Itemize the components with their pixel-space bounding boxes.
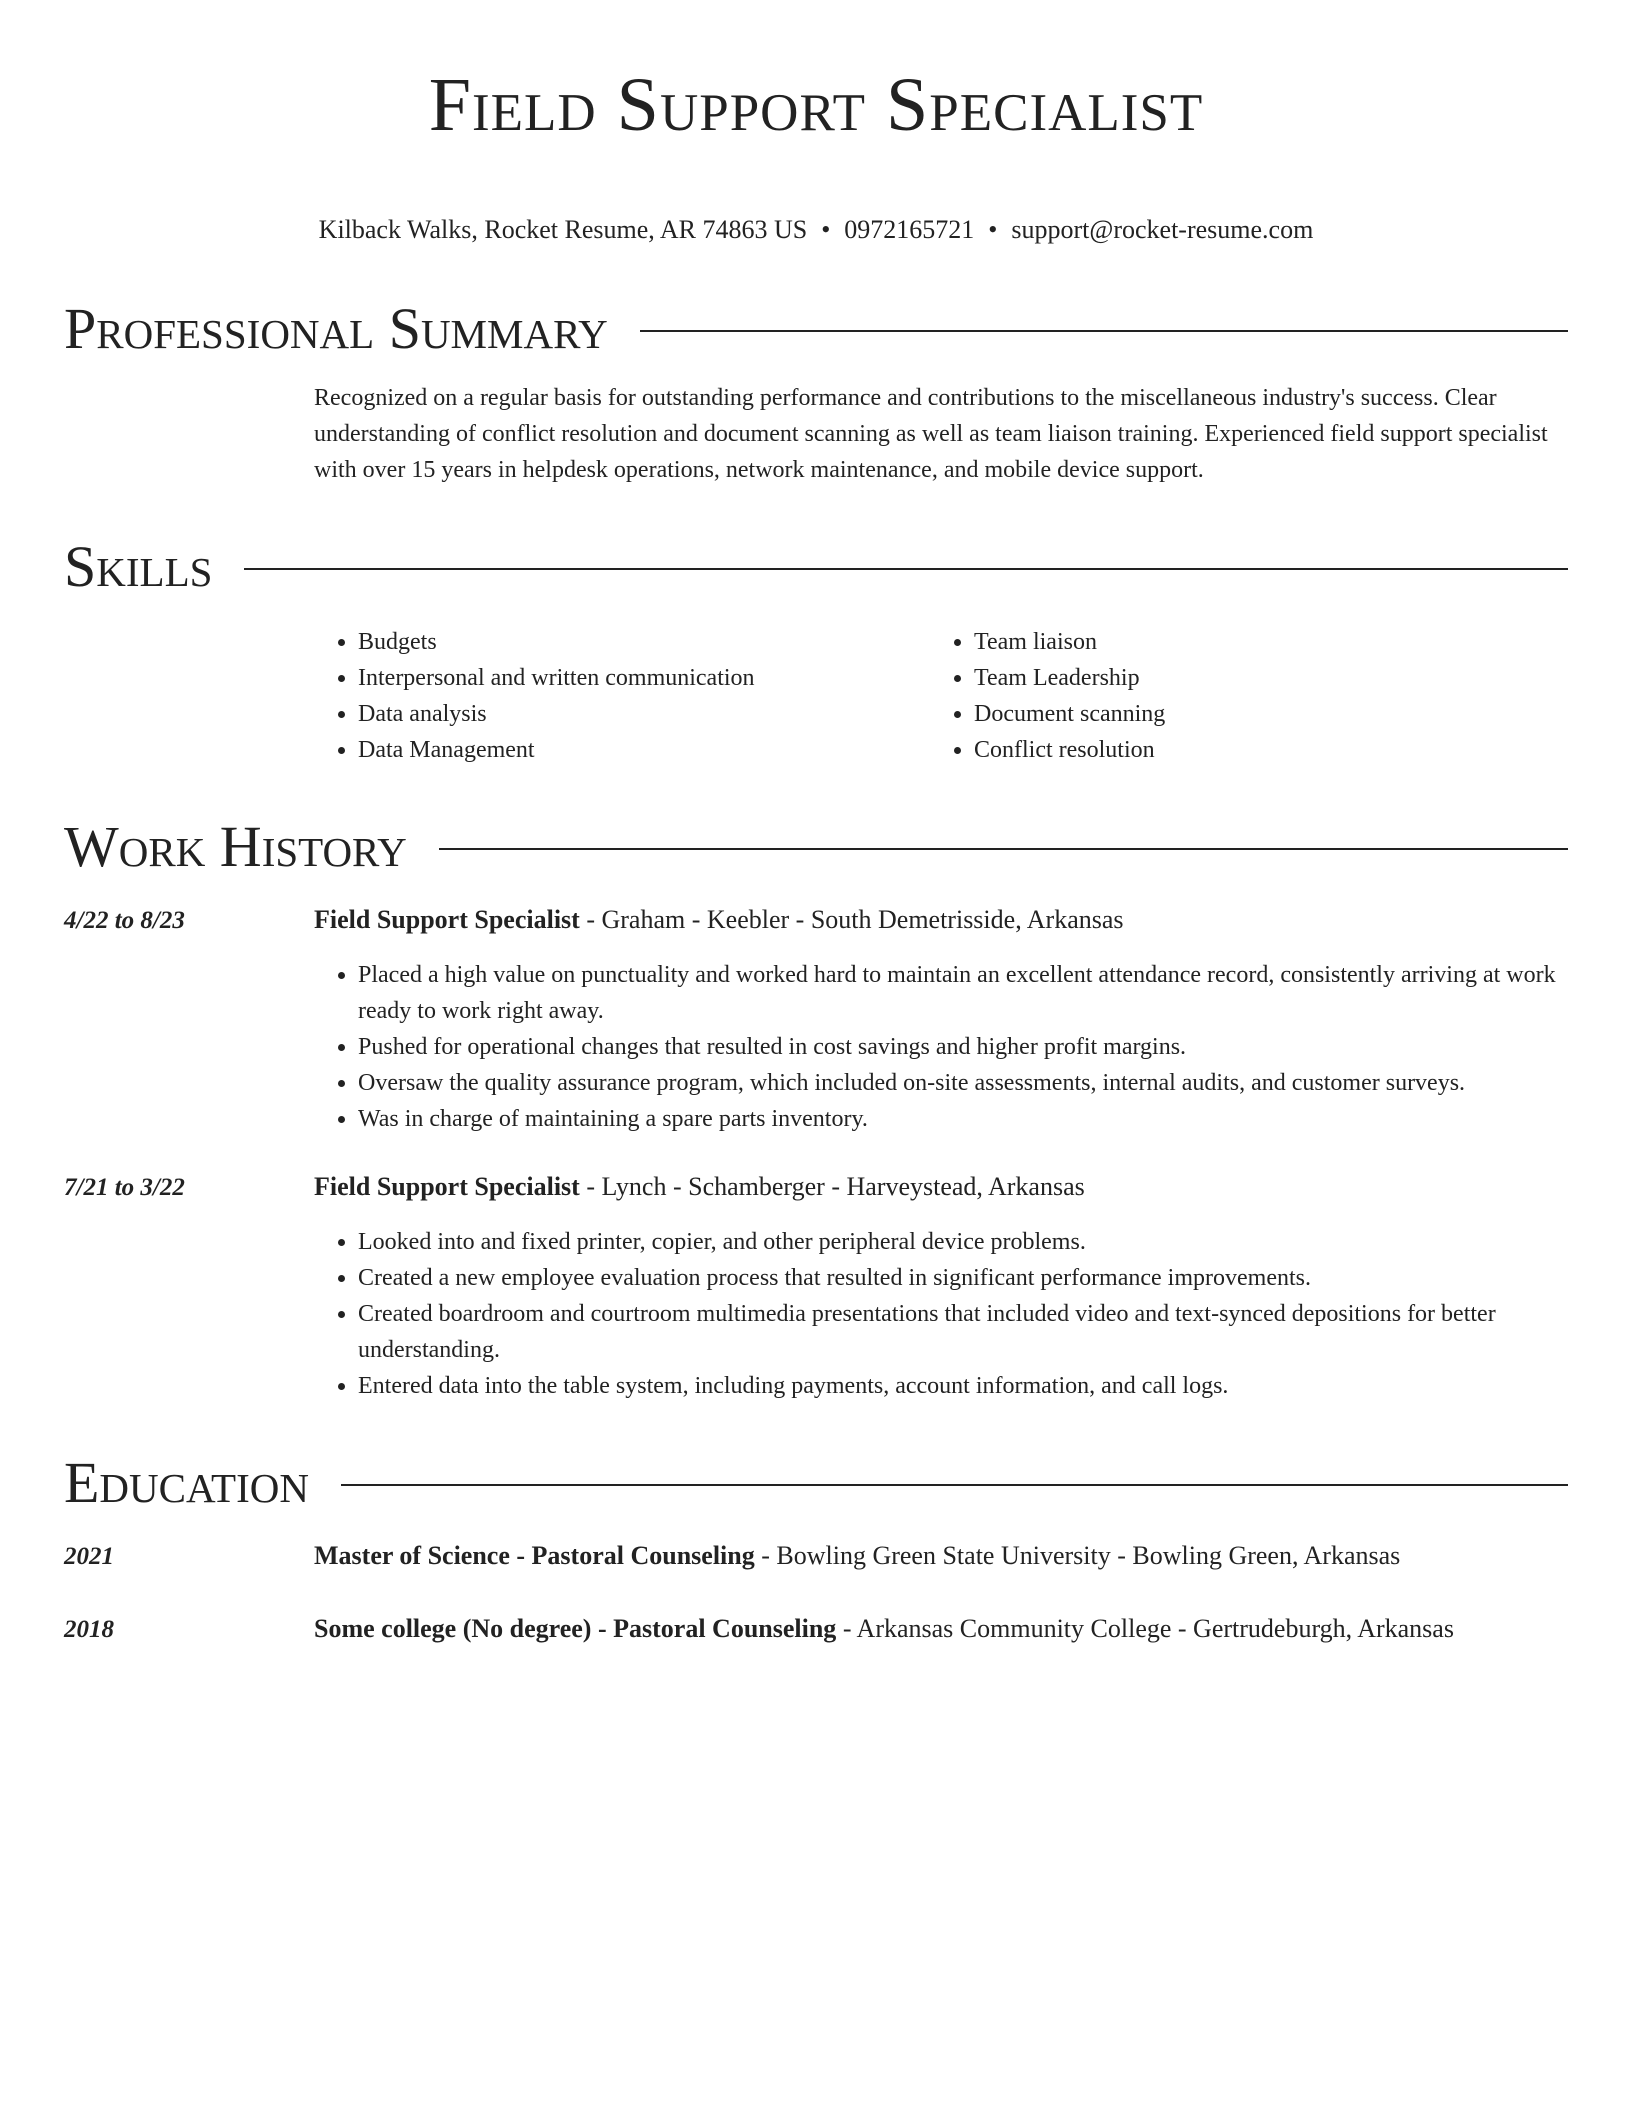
skill-item: • Budgets: [358, 624, 930, 660]
skill-item: • Document scanning: [974, 696, 1546, 732]
job-bullet: • Was in charge of maintaining a spare parts inventory.: [358, 1101, 1568, 1137]
section-title-summary: Professional Summary: [64, 296, 608, 361]
job-bullet: • Oversaw the quality assurance program, which included on-site assessments, internal audits, and customer surveys.: [358, 1065, 1568, 1101]
education-entry: [64, 1611, 1568, 1648]
section-divider: [244, 568, 1568, 570]
job-bullets: [314, 1224, 1568, 1404]
summary-text: Recognized on a regular basis for outstanding performance and contributions to the miscellaneous industry's success. Clear understanding of conflict resolution and document scanning as well as team liaison training. Experienced field support specialist with over 15 years in helpdesk operations, network maintenance, and mobile device support.: [314, 385, 1548, 483]
education-year: 2018: [64, 1616, 114, 1643]
job-dates: 4/22 to 8/23: [64, 907, 185, 934]
education-degree: Some college (No degree) - Pastoral Counseling: [314, 1614, 837, 1643]
job-title-line: [314, 1169, 1568, 1205]
phone: 0972165721: [844, 215, 975, 244]
education-section-header: [64, 1448, 1568, 1518]
education-line: [314, 1611, 1568, 1647]
job-bullet: • Pushed for operational changes that resulted in cost savings and higher profit margins.: [358, 1029, 1568, 1065]
job-bullet: • Entered data into the table system, including payments, account information, and call logs.: [358, 1368, 1568, 1404]
skills-column-right: [930, 624, 1546, 768]
address: Kilback Walks, Rocket Resume, AR 74863 US: [318, 215, 808, 244]
job-dates: 7/21 to 3/22: [64, 1174, 185, 1201]
job-bullet: • Created boardroom and courtroom multimedia presentations that included video and text-synced depositions for better understanding.: [358, 1296, 1568, 1368]
education-details: - Bowling Green State University - Bowling Green, Arkansas: [754, 1541, 1401, 1570]
skill-item: • Team Leadership: [974, 660, 1546, 696]
education-details: - Arkansas Community College - Gertrudeburgh, Arkansas: [836, 1614, 1454, 1643]
job-title-line: [314, 902, 1568, 938]
education-line: [314, 1538, 1568, 1574]
skill-item: • Interpersonal and written communication: [358, 660, 930, 696]
separator-dot: •: [821, 215, 831, 244]
contact-line: [64, 210, 1568, 250]
section-title-education: Education: [64, 1450, 309, 1515]
section-divider: [640, 330, 1568, 332]
work-section-header: [64, 812, 1568, 882]
job-bullet: • Looked into and fixed printer, copier, and other peripheral device problems.: [358, 1224, 1568, 1260]
section-divider: [341, 1484, 1568, 1486]
skill-item: • Data analysis: [358, 696, 930, 732]
skill-item: • Conflict resolution: [974, 732, 1546, 768]
job-employer-details: - Lynch - Schamberger - Harveystead, Arkansas: [579, 1172, 1085, 1201]
job-entry: [64, 1169, 1568, 1404]
education-year: 2021: [64, 1543, 114, 1570]
job-bullets: [314, 957, 1568, 1137]
job-employer-details: - Graham - Keebler - South Demetrisside, Arkansas: [579, 905, 1124, 934]
job-role: Field Support Specialist: [314, 1172, 580, 1201]
email: support@rocket-resume.com: [1011, 215, 1314, 244]
separator-dot: •: [988, 215, 998, 244]
job-entry: [64, 902, 1568, 1137]
skill-item: • Data Management: [358, 732, 930, 768]
job-role: Field Support Specialist: [314, 905, 580, 934]
skills-section-header: [64, 532, 1568, 602]
section-title-skills: Skills: [64, 534, 213, 599]
section-divider: [439, 848, 1568, 850]
education-degree: Master of Science - Pastoral Counseling: [314, 1541, 755, 1570]
skill-item: • Team liaison: [974, 624, 1546, 660]
candidate-name: Field Support Specialist: [428, 63, 1204, 147]
education-entry: [64, 1538, 1568, 1575]
section-title-work: Work History: [64, 814, 407, 879]
job-bullet: • Created a new employee evaluation process that resulted in significant performance improvements.: [358, 1260, 1568, 1296]
job-bullet: • Placed a high value on punctuality and worked hard to maintain an excellent attendance record, consistently arriving at work ready to work right away.: [358, 957, 1568, 1029]
job-header: [64, 902, 1568, 939]
job-header: [64, 1169, 1568, 1206]
skills-list: [314, 624, 1568, 768]
skills-column-left: [314, 624, 930, 768]
summary-section-header: [64, 294, 1568, 364]
